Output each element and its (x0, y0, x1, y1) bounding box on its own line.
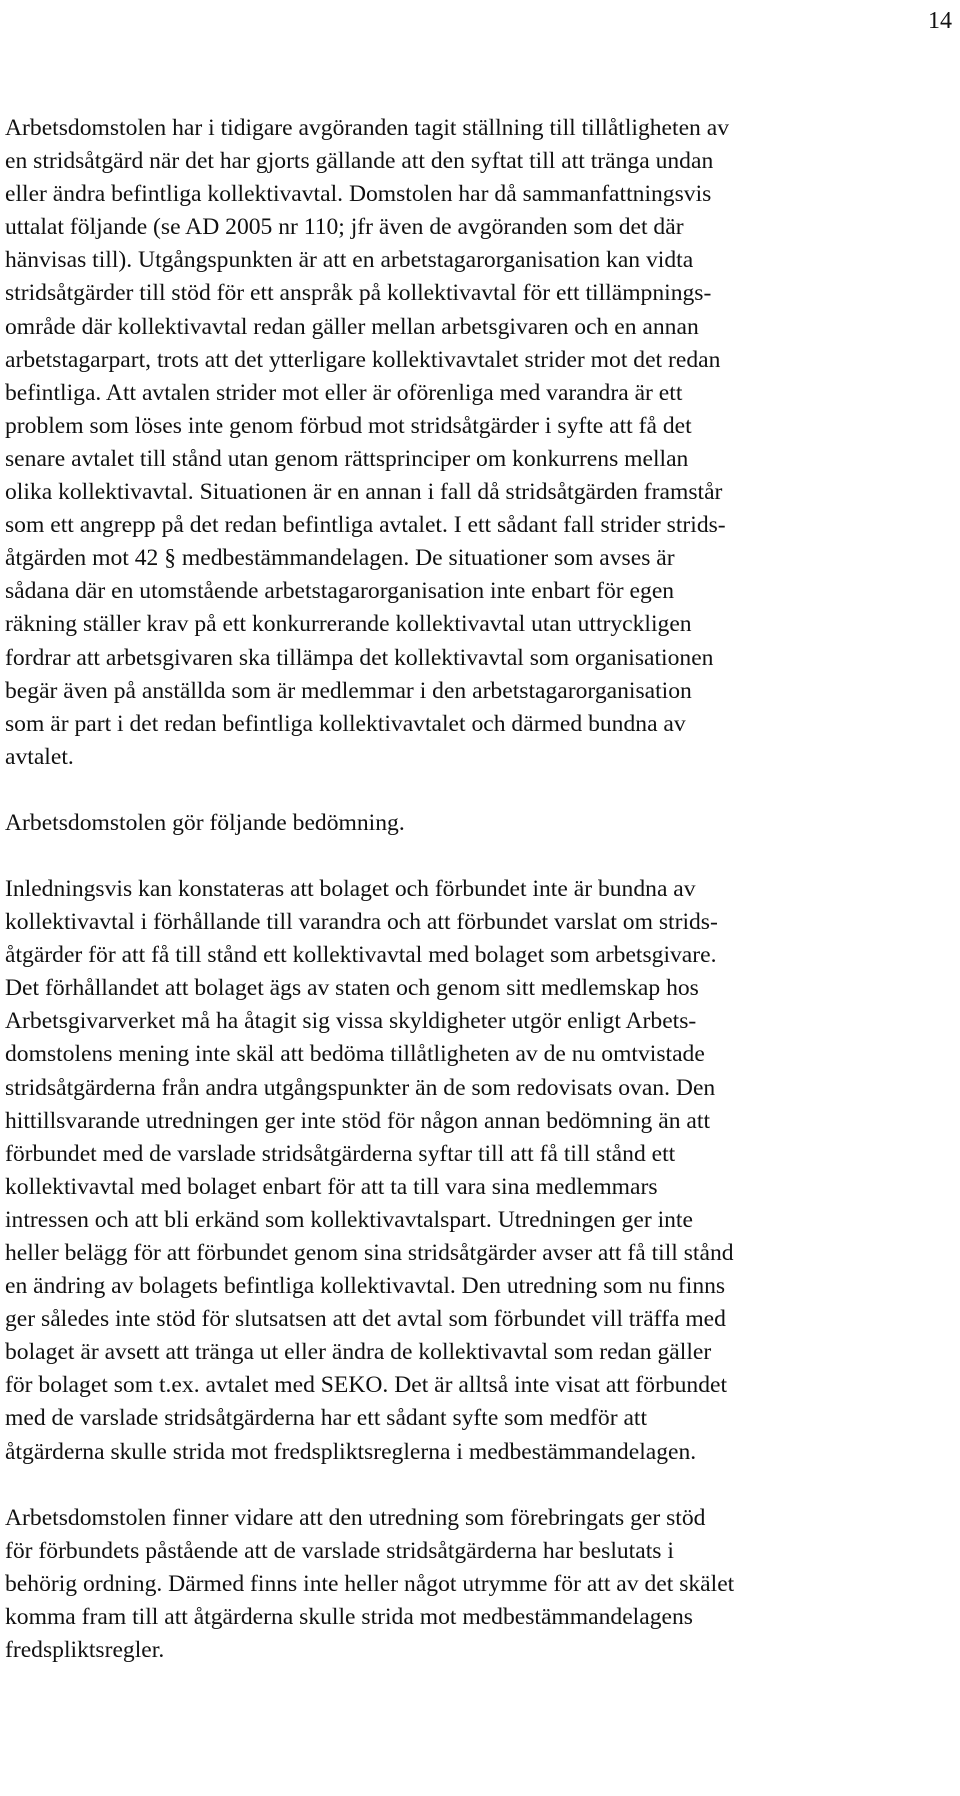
text-line: problem som löses inte genom förbud mot stridsåtgärder i syfte att få det (5, 412, 692, 439)
text-line: en stridsåtgärd när det har gjorts gällande att den syftat till att tränga undan (5, 148, 714, 175)
text-line: intressen och att bli erkänd som kollektivavtalspart. Utredningen ger inte (5, 1206, 693, 1233)
text-line: fordrar att arbetsgivaren ska tillämpa det kollektivavtal som organisationen (5, 644, 714, 671)
text-line: eller ändra befintliga kollektivavtal. Domstolen har då sammanfattningsvis (5, 181, 712, 208)
text-line: komma fram till att åtgärderna skulle strida mot medbestämmandelagens (5, 1603, 693, 1630)
text-line: behörig ordning. Därmed finns inte heller något utrymme för att av det skälet (5, 1570, 735, 1597)
text-line: domstolens mening inte skäl att bedöma tillåtligheten av de nu omtvistade (5, 1041, 705, 1068)
text-line: kollektivavtal i förhållande till varandra och att förbundet varslat om strids- (5, 909, 718, 936)
text-line: avtalet. (5, 743, 74, 770)
text-line: åtgärder för att få till stånd ett kollektivavtal med bolaget som arbetsgivare. (5, 942, 717, 969)
text-line: räkning ställer krav på ett konkurrerande kollektivavtal utan uttryckligen (5, 611, 692, 638)
text-line: för bolaget som t.ex. avtalet med SEKO. Det är alltså inte visat att förbundet (5, 1372, 728, 1399)
text-line: bolaget är avsett att tränga ut eller ändra de kollektivavtal som redan gäller (5, 1339, 712, 1366)
document-body (5, 112, 955, 1667)
text-line: olika kollektivavtal. Situationen är en annan i fall då stridsåtgärden framstår (5, 479, 723, 506)
paragraph-conclusion (5, 1502, 955, 1667)
paragraph-spacer (5, 840, 955, 873)
paragraph-spacer (5, 1469, 955, 1502)
text-line: kollektivavtal med bolaget enbart för att ta till vara sina medlemmars (5, 1173, 658, 1200)
text-line: senare avtalet till stånd utan genom rättsprinciper om konkurrens mellan (5, 445, 689, 472)
text-line: Arbetsdomstolen finner vidare att den utredning som förebringats ger stöd (5, 1504, 706, 1531)
text-line: med de varslade stridsåtgärderna har ett sådant syfte som medför att (5, 1405, 648, 1432)
page-number: 14 (928, 8, 952, 34)
text-line: som ett angrepp på det redan befintliga avtalet. I ett sådant fall strider strids- (5, 512, 726, 539)
text-line: Arbetsdomstolen har i tidigare avgöranden tagit ställning till tillåtligheten av (5, 115, 730, 141)
text-line: åtgärderna skulle strida mot fredspliktsreglerna i medbestämmandelagen. (5, 1438, 697, 1465)
text-line: befintliga. Att avtalen strider mot eller är oförenliga med varandra är ett (5, 379, 683, 406)
text-line: Inledningsvis kan konstateras att bolaget och förbundet inte är bundna av (5, 875, 696, 902)
text-line: för förbundets påstående att de varslade stridsåtgärderna har beslutats i (5, 1537, 674, 1564)
text-line: Det förhållandet att bolaget ägs av staten och genom sitt medlemskap hos (5, 975, 699, 1002)
text-line: Arbetsdomstolen gör följande bedömning. (5, 809, 405, 836)
text-line: fredspliktsregler. (5, 1637, 165, 1664)
text-line: Arbetsgivarverket må ha åtagit sig vissa skyldigheter utgör enligt Arbets- (5, 1008, 697, 1035)
text-line: stridsåtgärder till stöd för ett anspråk på kollektivavtal för ett tillämpnings- (5, 280, 712, 307)
text-line: åtgärden mot 42 § medbestämmandelagen. De situationer som avses är (5, 545, 675, 572)
text-line: sådana där en utomstående arbetstagarorganisation inte enbart för egen (5, 578, 675, 605)
text-line: som är part i det redan befintliga kollektivavtalet och därmed bundna av (5, 710, 686, 737)
paragraph-assessment (5, 873, 955, 1469)
text-line: område där kollektivavtal redan gäller mellan arbetsgivaren och en annan (5, 313, 699, 340)
paragraph-prior-rulings (5, 112, 955, 774)
paragraph-assessment-heading (5, 807, 955, 840)
text-line: uttalat följande (se AD 2005 nr 110; jfr även de avgöranden som det där (5, 214, 684, 241)
text-line: arbetstagarpart, trots att det ytterligare kollektivavtalet strider mot det redan (5, 346, 721, 373)
text-line: hänvisas till). Utgångspunkten är att en arbetstagarorganisation kan vidta (5, 247, 694, 274)
paragraph-spacer (5, 774, 955, 807)
text-line: stridsåtgärderna från andra utgångspunkter än de som redovisats ovan. Den (5, 1074, 716, 1101)
text-line: begär även på anställda som är medlemmar i den arbetstagarorganisation (5, 677, 692, 704)
text-line: ger således inte stöd för slutsatsen att det avtal som förbundet vill träffa med (5, 1306, 726, 1333)
text-line: en ändring av bolagets befintliga kollektivavtal. Den utredning som nu finns (5, 1273, 726, 1300)
text-line: förbundet med de varslade stridsåtgärderna syftar till att få till stånd ett (5, 1140, 676, 1167)
text-line: hittillsvarande utredningen ger inte stöd för någon annan bedömning än att (5, 1107, 711, 1134)
text-line: heller belägg för att förbundet genom sina stridsåtgärder avser att få till stånd (5, 1240, 734, 1266)
